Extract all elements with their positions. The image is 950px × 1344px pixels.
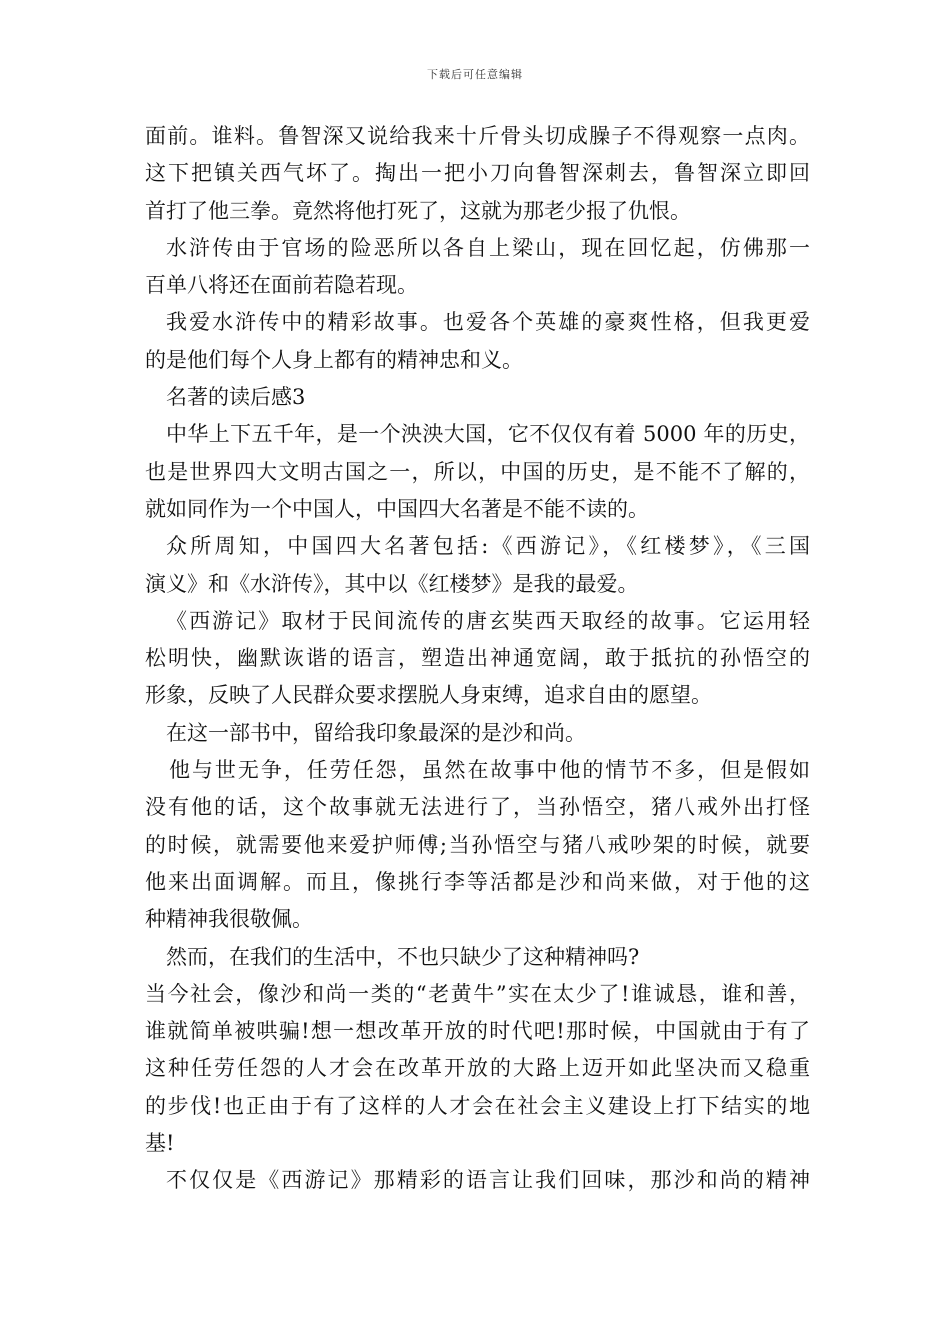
page-header: 下载后可任意编辑 — [427, 68, 523, 81]
text-line: 这下把镇关西气坏了。掏出一把小刀向鲁智深刺去，鲁智深立即回 — [145, 161, 810, 186]
text-line: 在这一部书中，留给我印象最深的是沙和尚。 — [166, 720, 586, 745]
text-line: 就如同作为一个中国人，中国四大名著是不能不读的。 — [145, 496, 649, 521]
text-line: 也是世界四大文明古国之一，所以，中国的历史，是不能不了解的， — [145, 459, 810, 484]
text-line: 当今社会，像沙和尚一类的“老黄牛”实在太少了!谁诚恳，谁和善， — [145, 981, 810, 1006]
text-line: 没有他的话，这个故事就无法进行了，当孙悟空，猪八戒外出打怪 — [145, 795, 810, 820]
text-line: 种精神我很敬佩。 — [145, 907, 313, 932]
text-line: 不仅仅是《西游记》那精彩的语言让我们回味，那沙和尚的精神 — [166, 1168, 810, 1193]
text-line: 谁就简单被哄骗!想一想改革开放的时代吧!那时候，中国就由于有了 — [145, 1019, 810, 1044]
text-line: 水浒传由于官场的险恶所以各自上梁山，现在回忆起，仿佛那一 — [166, 235, 810, 260]
text-line: 松明快，幽默诙谐的语言，塑造出神通宽阔，敢于抵抗的孙悟空的 — [145, 646, 810, 671]
text-line: 他与世无争，任劳任怨，虽然在故事中他的情节不多，但是假如 — [169, 758, 810, 783]
document-body — [145, 118, 810, 1200]
text-line: 的步伐!也正由于有了这样的人才会在社会主义建设上打下结实的地 — [145, 1093, 810, 1118]
text-line: 《西游记》取材于民间流传的唐玄奘西天取经的故事。它运用轻 — [166, 608, 810, 633]
text-line: 名著的读后感3 — [166, 385, 306, 410]
text-line: 百单八将还在面前若隐若现。 — [145, 273, 418, 298]
text-line: 我爱水浒传中的精彩故事。也爱各个英雄的豪爽性格，但我更爱 — [166, 310, 810, 335]
text-line: 然而，在我们的生活中，不也只缺少了这种精神吗? — [166, 944, 640, 969]
text-line: 众所周知，中国四大名著包括:《西游记》，《红楼梦》，《三国 — [166, 534, 810, 559]
text-line: 形象，反映了人民群众要求摆脱人身束缚，追求自由的愿望。 — [145, 683, 712, 708]
text-line: 他来出面调解。而且，像挑行李等活都是沙和尚来做，对于他的这 — [145, 869, 810, 894]
text-line: 的是他们每个人身上都有的精神忠和义。 — [145, 347, 523, 372]
text-line: 基! — [145, 1131, 175, 1156]
text-line: 面前。谁料。鲁智深又说给我来十斤骨头切成臊子不得观察一点肉。 — [145, 124, 810, 148]
text-line: 中华上下五千年，是一个泱泱大国，它不仅仅有着 5000 年的历史， — [166, 422, 810, 447]
text-line: 首打了他三拳。竟然将他打死了，这就为那老少报了仇恨。 — [145, 198, 691, 223]
text-line: 这种任劳任怨的人才会在改革开放的大路上迈开如此坚决而又稳重 — [145, 1056, 810, 1081]
text-line: 演义》和《水浒传》，其中以《红楼梦》是我的最爱。 — [145, 571, 639, 596]
text-line: 的时候，就需要他来爱护师傅;当孙悟空与猪八戒吵架的时候，就要 — [145, 832, 810, 857]
